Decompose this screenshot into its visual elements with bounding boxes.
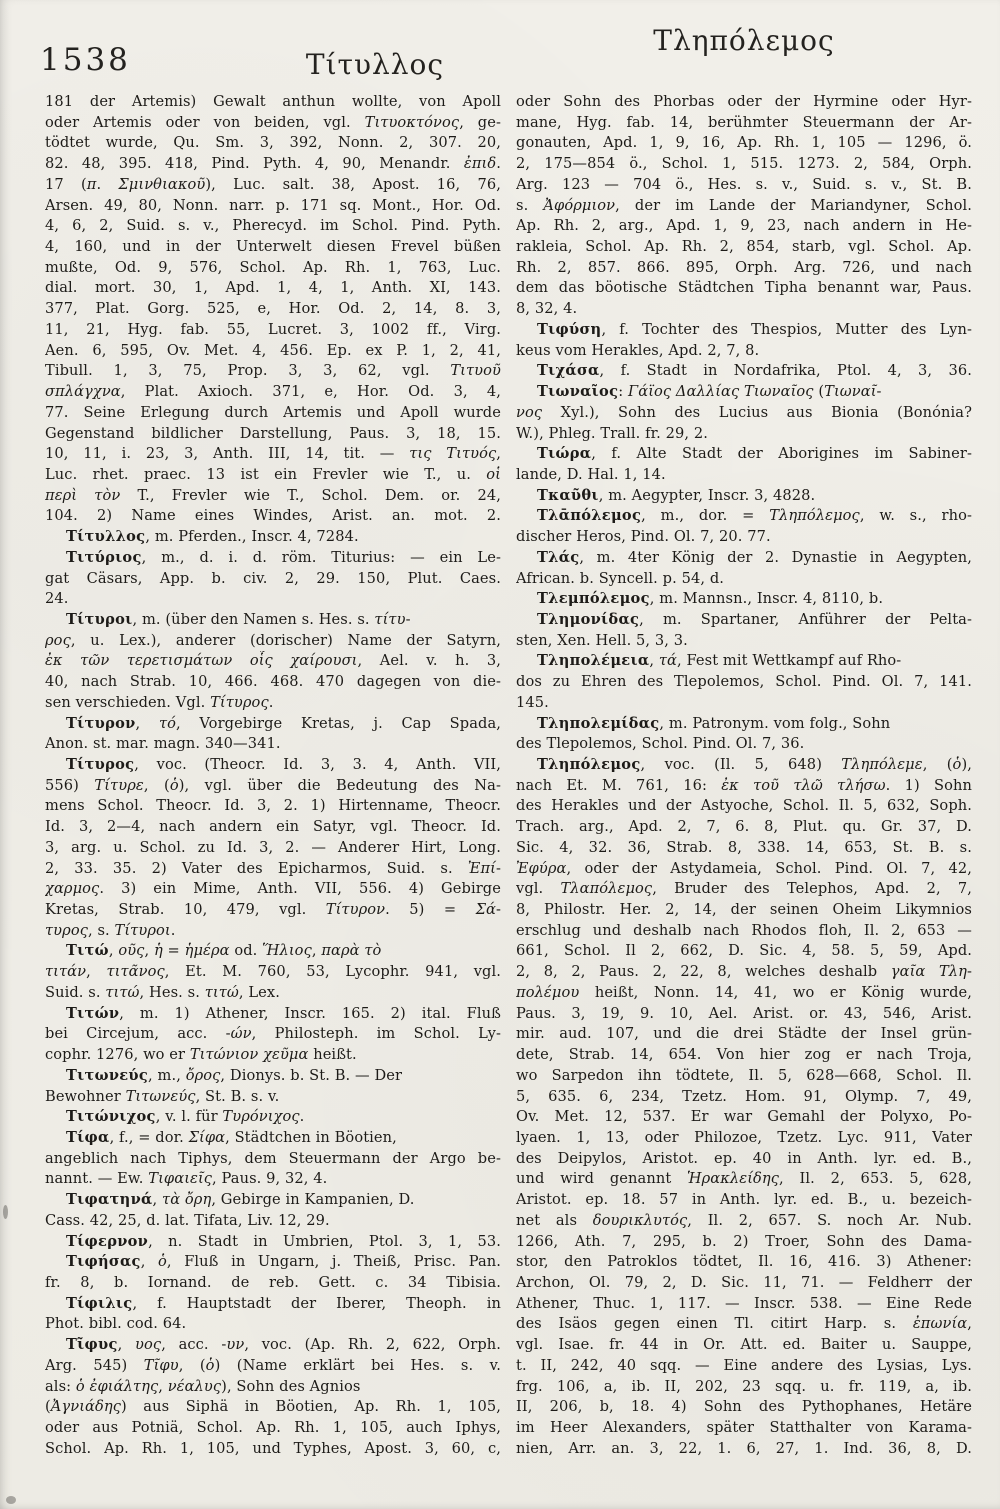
- scan-artifact: [6, 1496, 16, 1504]
- text-line: τυρος, s. Τίτυροι.: [45, 921, 176, 939]
- entry-line: Τιτώ, οῦς, ἡ = ἡμέρα od. Ἥλιος, παρὰ τὸ: [66, 942, 382, 960]
- entry-headword: Τίτυρον: [66, 714, 136, 732]
- text-line: 2, 8, 2, Paus. 2, 22, 8, welches deshalb γαῖα Τλη-: [516, 963, 972, 981]
- entry-headword: Τκαῦθι: [537, 486, 599, 504]
- text-line: des Tlepolemos, Schol. Pind. Ol. 7, 36.: [516, 735, 805, 753]
- text-line: 24.: [45, 590, 69, 608]
- text-line: W.), Phleg. Trall. fr. 29, 2.: [516, 424, 708, 442]
- text-line: Arg. 123 — 704 ö., Hes. s. v., Suid. s. v., St. B.: [516, 175, 972, 193]
- text-line: 4, 6, 2, Suid. s. v., Pherecyd. im Schol. Pind. Pyth.: [45, 217, 501, 235]
- text-line: oder Sohn des Phorbas oder der Hyrmine oder Hyr-: [516, 93, 972, 110]
- entry-line: Τληπολεμίδας, m. Patronym. vom folg., Sohn: [537, 714, 891, 732]
- entry-line: Τίτυρος, voc. (Theocr. Id. 3, 3. 4, Anth. VII,: [66, 756, 501, 773]
- entry-headword: Τίφα: [66, 1128, 110, 1146]
- text-line: Suid. s. τιτώ, Hes. s. τιτώ, Lex.: [45, 983, 280, 1001]
- text-line: Ov. Met. 12, 537. Er war Gemahl der Polyxo, Po-: [516, 1108, 972, 1126]
- text-line: Bewohner Τιτωνεύς, St. B. s. v.: [45, 1087, 280, 1105]
- text-line: 2, 175—854 ö., Schol. 1, 515. 1273. 2, 584, Orph.: [516, 155, 972, 173]
- text-line: 4, 160, und in der Unterwelt diesen Frevel büßen: [45, 238, 501, 256]
- entry-line: Τίφερνον, n. Stadt in Umbrien, Ptol. 3, 1, 53.: [66, 1232, 501, 1250]
- text-line: gat Cäsars, App. b. civ. 2, 29. 150, Plut. Caes.: [45, 569, 501, 587]
- text-line: 145.: [516, 693, 549, 711]
- text-line: dial. mort. 30, 1, Apd. 1, 4, 1, Anth. XI, 143.: [45, 279, 501, 297]
- entry-line: Τίτυρον, τό, Vorgebirge Kretas, j. Cap Spada,: [66, 714, 501, 732]
- text-line: lyaen. 1, 13, oder Philozoe, Tzetz. Lyc. 911, Vater: [516, 1128, 972, 1146]
- text-line: χαρμος. 3) ein Mime, Anth. VII, 556. 4) Gebirge: [45, 880, 501, 898]
- entry-headword: Τίτυρος: [66, 756, 135, 773]
- text-line: 40, nach Strab. 10, 466. 468. 470 dagegen von die-: [45, 673, 501, 691]
- text-line: nach Et. M. 761, 16: ἐκ τοῦ τλῶ τλήσω. 1) Sohn: [516, 776, 972, 794]
- entry-headword: Τιτύριος: [66, 548, 142, 566]
- entry-headword: Τίφερνον: [66, 1232, 149, 1250]
- text-line: 5, 635. 6, 234, Tzetz. Hom. 91, Olymp. 7, 49,: [516, 1087, 972, 1105]
- text-line: gonauten, Apd. 1, 9, 16, Ap. Rh. 1, 105 — 1296, ö.: [516, 134, 972, 152]
- entry-headword: Τιφήσας: [66, 1253, 141, 1271]
- entry-headword: Τιτωνεύς: [66, 1066, 149, 1084]
- text-line: mens Schol. Theocr. Id. 3, 2. 1) Hirtenname, Theocr.: [45, 797, 501, 815]
- entry-line: Τιτύριος, m., d. i. d. röm. Titurius: — ein Le-: [66, 548, 501, 566]
- text-line: sen verschieden. Vgl. Τίτυρος.: [45, 693, 274, 711]
- left-column: [45, 92, 501, 1459]
- text-line: net als δουρικλυτός, Il. 2, 657. S. noch Ar. Nub.: [516, 1211, 972, 1229]
- text-line: als: ὁ ἐφιάλτης, νέαλυς), Sohn des Agnios: [45, 1377, 361, 1395]
- entry-line: Τίφιλις, f. Hauptstadt der Iberer, Theoph. in: [66, 1294, 501, 1312]
- entry-headword: Τλᾱπόλεμος: [537, 507, 642, 525]
- entry-line: Τλεμπόλεμος, m. Mannsn., Inscr. 4, 8110, b.: [537, 590, 884, 608]
- entry-line: Τληπολέμεια, τά, Fest mit Wettkampf auf Rho-: [537, 652, 902, 670]
- text-line: Ἐφύρα, oder der Astydameia, Schol. Pind. Ol. 7, 42,: [516, 859, 972, 877]
- entry-line: Τιφατηνά, τὰ ὄρη, Gebirge in Kampanien, D.: [66, 1191, 415, 1209]
- text-line: Paus. 3, 19, 9. 10, Ael. Arist. or. 43, 546, Arist.: [516, 1004, 972, 1022]
- text-line: Tibull. 1, 3, 75, Prop. 3, 3, 62, vgl. Τιτυοῦ: [45, 362, 501, 380]
- text-line: bei Circejum, acc. -ών, Philosteph. im Schol. Ly-: [45, 1025, 501, 1043]
- text-line: stor, den Patroklos tödtet, Il. 16, 416. 3) Athener:: [516, 1253, 972, 1271]
- text-line: s. Ἀφόρμιον, der im Lande der Mariandyner, Schol.: [516, 196, 972, 214]
- text-line: des Deipylos, Aristot. ep. 40 in Anth. lyr. ed. B.,: [516, 1149, 972, 1167]
- text-line: Kretas, Strab. 10, 479, vgl. Τίτυρον. 5) = Σά-: [45, 901, 501, 919]
- text-line: 2, 33. 35. 2) Vater des Epicharmos, Suid. s. Ἐπί-: [45, 859, 501, 877]
- text-line: mir. aud. 107, und die drei Städte der Insel grün-: [516, 1025, 972, 1043]
- entry-line: Τιφήσας, ὁ, Fluß in Ungarn, j. Theiß, Prisc. Pan.: [66, 1253, 501, 1271]
- entry-headword: Τιωναῖος: [537, 383, 619, 401]
- text-line: περὶ τὸν T., Frevler wie T., Schol. Dem. or. 24,: [45, 486, 501, 504]
- entry-headword: Τιώρα: [537, 445, 592, 463]
- entry-line: Τλάς, m. 4ter König der 2. Dynastie in Aegypten,: [537, 548, 972, 566]
- text-line: erschlug und deshalb nach Rhodos floh, Il. 2, 653 —: [516, 921, 972, 939]
- entry-line: Τλημονίδας, m. Spartaner, Anführer der Pelta-: [537, 610, 972, 628]
- text-line: Archon, Ol. 79, 2, D. Sic. 11, 71. — Feldherr der: [516, 1273, 972, 1291]
- entry-headword: Τληπόλεμος: [537, 756, 641, 773]
- text-line: ἐκ τῶν τερετισμάτων οἷς χαίρουσι, Ael. v. h. 3,: [45, 652, 501, 670]
- text-line: Cass. 42, 25, d. lat. Tifata, Liv. 12, 29.: [45, 1211, 330, 1229]
- text-line: keus vom Herakles, Apd. 2, 7, 8.: [516, 341, 760, 359]
- text-line: 377, Plat. Gorg. 525, e, Hor. Od. 2, 14, 8. 3,: [45, 300, 501, 318]
- text-line: dos zu Ehren des Tlepolemos, Schol. Pind. Ol. 7, 141.: [516, 673, 972, 691]
- entry-line: Τίφα, f., = dor. Σίφα, Städtchen in Böotien,: [66, 1128, 397, 1146]
- entry-line: Τιτών, m. 1) Athener, Inscr. 165. 2) ital. Fluß: [66, 1004, 501, 1022]
- entry-headword: Τληπολεμίδας: [537, 714, 660, 732]
- text-line: II, 206, b, 18. 4) Sohn des Pythophanes, Hetäre: [516, 1398, 972, 1416]
- text-line: des Isäos gegen einen Tl. citirt Harp. s. ἐπωνία,: [516, 1315, 972, 1333]
- text-line: dete, Strab. 14, 654. Von hier zog er nach Troja,: [516, 1046, 972, 1064]
- text-line: fr. 8, b. Iornand. de reb. Gett. c. 34 Tibisia.: [45, 1273, 501, 1291]
- entry-line: Τληπόλεμος, voc. (Il. 5, 648) Τληπόλεμε, (ὁ),: [537, 756, 972, 773]
- text-line: rakleia, Schol. Ap. Rh. 2, 854, starb, vgl. Schol. Ap.: [516, 238, 972, 256]
- right-column: [516, 92, 972, 1459]
- text-line: 1266, Ath. 7, 295, b. 2) Troer, Sohn des Dama-: [516, 1232, 972, 1250]
- text-line: und wird genannt Ἡρακλείδης, Il. 2, 653. 5, 628,: [516, 1170, 972, 1188]
- entry-line: Τιτωνεύς, m., ὄρος, Dionys. b. St. B. — Der: [66, 1066, 403, 1084]
- text-line: Id. 3, 2—4, nach andern ein Satyr, vgl. Theocr. Id.: [45, 818, 501, 836]
- text-line: Phot. bibl. cod. 64.: [45, 1315, 187, 1333]
- text-line: vgl. Τλαπόλεμος, Bruder des Telephos, Apd. 2, 7,: [516, 880, 972, 898]
- text-line: Trach. arg., Apd. 2, 7, 6. 8, Plut. qu. Gr. 37, D.: [516, 818, 972, 836]
- text-line: vgl. Isae. fr. 44 in Or. Att. ed. Baiter u. Sauppe,: [516, 1336, 972, 1354]
- text-line: Schol. Ap. Rh. 1, 105, und Typhes, Apost. 3, 60, c,: [45, 1439, 501, 1457]
- text-line: nien, Arr. an. 3, 22, 1. 6, 27, 1. Ind. 36, 8, D.: [516, 1439, 972, 1457]
- text-line: Gegenstand bildlicher Darstellung, Paus. 3, 18, 15.: [45, 424, 501, 442]
- entry-line: Τῖφυς, υος, acc. -υν, voc. (Ap. Rh. 2, 622, Orph.: [66, 1336, 501, 1354]
- text-line: Anon. st. mar. magn. 340—341.: [45, 735, 281, 753]
- text-line: 3, arg. u. Schol. zu Id. 3, 2. — Anderer Hirt, Long.: [45, 838, 501, 856]
- text-line: dem das böotische Städtchen Tipha benannt war, Paus.: [516, 279, 972, 297]
- text-line: 10, 11, i. 23, 3, Anth. III, 14, tit. — τις Τιτυός,: [45, 445, 501, 463]
- text-line: Ap. Rh. 2, arg., Apd. 1, 9, 23, nach andern in He-: [516, 217, 972, 235]
- text-line: frg. 106, a, ib. II, 202, 23 sqq. u. fr. 119, a, ib.: [516, 1377, 972, 1395]
- text-line: Aristot. ep. 18. 57 in Anth. lyr. ed. B., u. bezeich-: [516, 1191, 972, 1209]
- text-line: Luc. rhet. praec. 13 ist ein Frevler wie T., u. οἱ: [45, 465, 501, 483]
- entry-headword: Τιφατηνά: [66, 1191, 153, 1209]
- text-line: nannt. — Ew. Τιφαιεῖς, Paus. 9, 32, 4.: [45, 1170, 328, 1188]
- text-line: angeblich nach Tiphys, dem Steuermann der Argo be-: [45, 1149, 501, 1167]
- text-line: 82. 48, 395. 418, Pind. Pyth. 4, 90, Menandr. ἐπιδ.: [45, 155, 501, 173]
- text-line: 77. Seine Erlegung durch Artemis und Apoll wurde: [45, 403, 501, 421]
- entry-headword: Τῖφυς: [66, 1336, 118, 1354]
- left-column-header: Τίτυλλος: [305, 48, 445, 81]
- entry-headword: Τιτώνιχος: [66, 1108, 156, 1126]
- text-line: πολέμου heißt, Nonn. 14, 41, wo er König wurde,: [516, 983, 972, 1001]
- text-line: sten, Xen. Hell. 5, 3, 3.: [516, 631, 688, 649]
- text-line: discher Heros, Pind. Ol. 7, 20. 77.: [516, 528, 771, 546]
- text-line: mußte, Od. 9, 576, Schol. Ap. Rh. 1, 763, Luc.: [45, 258, 501, 276]
- text-line: Athener, Thuc. 1, 117. — Inscr. 538. — Eine Rede: [516, 1294, 972, 1312]
- entry-line: Τιτώνιχος, v. l. für Τυρόνιχος.: [66, 1108, 305, 1126]
- text-line: tödtet wurde, Qu. Sm. 3, 392, Nonn. 2, 307. 20,: [45, 134, 501, 152]
- entry-headword: Τίφιλις: [66, 1294, 133, 1312]
- text-line: cophr. 1276, wo er Τιτώνιον χεῦμα heißt.: [45, 1046, 357, 1064]
- entry-headword: Τλεμπόλεμος: [537, 590, 650, 608]
- entry-headword: Τίτυροι: [66, 610, 133, 628]
- entry-headword: Τιτών: [66, 1004, 120, 1022]
- entry-headword: Τλάς: [537, 548, 580, 566]
- text-line: ρος, u. Lex.), anderer (dorischer) Name der Satyrn,: [45, 631, 501, 649]
- entry-headword: Τληπολέμεια: [537, 652, 650, 670]
- text-line: Arsen. 49, 80, Nonn. narr. p. 171 sq. Mont., Hor. Od.: [45, 196, 501, 214]
- text-line: oder aus Potniä, Schol. Ap. Rh. 1, 105, auch Iphys,: [45, 1419, 501, 1436]
- entry-headword: Τιχάσα: [537, 362, 600, 380]
- right-column-header: Τληπόλεμος: [653, 24, 835, 57]
- entry-headword: Τιτώ: [66, 942, 109, 960]
- text-line: oder Artemis oder von beiden, vgl. Τιτυοκτόνος, ge-: [45, 113, 501, 131]
- text-line: 181 der Artemis) Gewalt anthun wollte, von Apoll: [45, 93, 501, 110]
- entry-headword: Τλημονίδας: [537, 610, 640, 628]
- text-line: 8, 32, 4.: [516, 300, 578, 318]
- text-line: t. II, 242, 40 sqq. — Eine andere des Lysias, Lys.: [516, 1356, 972, 1374]
- text-line: Aen. 6, 595, Ov. Met. 4, 456. Ep. ex P. 1, 2, 41,: [45, 341, 501, 359]
- text-line: τιτάν, τιτᾶνος, Et. M. 760, 53, Lycophr. 941, vgl.: [45, 963, 501, 981]
- text-line: des Herakles und der Astyoche, Schol. Il. 5, 632, Soph.: [516, 797, 972, 815]
- entry-line: Τίτυλλος, m. Pferden., Inscr. 4, 7284.: [66, 528, 359, 546]
- entry-headword: Τιφύση: [537, 320, 602, 338]
- text-line: σπλάγχνα, Plat. Axioch. 371, e, Hor. Od. 3, 4,: [45, 383, 501, 401]
- text-line: mane, Hyg. fab. 14, berühmter Steuermann der Ar-: [516, 113, 972, 131]
- text-line: lande, D. Hal. 1, 14.: [516, 465, 666, 483]
- text-line: 17 (π. Σμινθιακοῦ), Luc. salt. 38, Apost. 16, 76,: [45, 175, 501, 193]
- entry-line: Τιωναῖος: Γάϊος Δαλλίας Τιωναῖος (Τιωναῖ-: [537, 383, 882, 401]
- page-body: [45, 92, 972, 1459]
- entry-line: Τλᾱπόλεμος, m., dor. = Τληπόλεμος, w. s., rho-: [537, 507, 972, 525]
- entry-line: Τιχάσα, f. Stadt in Nordafrika, Ptol. 4, 3, 36.: [537, 362, 972, 380]
- text-line: 661, Schol. Il 2, 662, D. Sic. 4, 58. 5, 59, Apd.: [516, 942, 972, 960]
- text-line: wo Sarpedon ihn tödtete, Il. 5, 628—668, Schol. Il.: [516, 1066, 972, 1084]
- text-line: Arg. 545) Τῖφυ, (ὁ) (Name erklärt bei Hes. s. v.: [45, 1356, 501, 1374]
- page-number: 1538: [40, 42, 131, 78]
- text-line: 556) Τίτυρε, (ὁ), vgl. über die Bedeutung des Na-: [45, 776, 501, 794]
- entry-headword: Τίτυλλος: [66, 528, 146, 546]
- entry-line: Τίτυροι, m. (über den Namen s. Hes. s. τίτυ-: [66, 610, 411, 628]
- text-line: African. b. Syncell. p. 54, d.: [516, 569, 725, 587]
- entry-line: Τιώρα, f. Alte Stadt der Aborigines im Sabiner-: [537, 445, 972, 463]
- text-line: (Ἀγνιάδης) aus Siphä in Böotien, Ap. Rh. 1, 105,: [45, 1398, 501, 1416]
- scan-artifact: [3, 1205, 8, 1219]
- text-line: Sic. 4, 32. 36, Strab. 8, 338. 14, 653, St. B. s.: [516, 838, 972, 856]
- text-line: im Heer Alexanders, später Statthalter von Karama-: [516, 1419, 972, 1436]
- text-line: 8, Philostr. Her. 2, 14, der seinen Oheim Likymnios: [516, 901, 972, 919]
- text-line: 104. 2) Name eines Windes, Arist. an. mot. 2.: [45, 507, 501, 525]
- text-line: 11, 21, Hyg. fab. 55, Lucret. 3, 1002 ff., Virg.: [45, 320, 501, 338]
- text-line: νος Xyl.), Sohn des Lucius aus Bionia (Bonónia?: [516, 403, 972, 421]
- text-line: Rh. 2, 857. 866. 895, Orph. Arg. 726, und nach: [516, 258, 972, 276]
- entry-line: Τιφύση, f. Tochter des Thespios, Mutter des Lyn-: [537, 320, 972, 338]
- entry-line: Τκαῦθι, m. Aegypter, Inscr. 3, 4828.: [537, 486, 816, 504]
